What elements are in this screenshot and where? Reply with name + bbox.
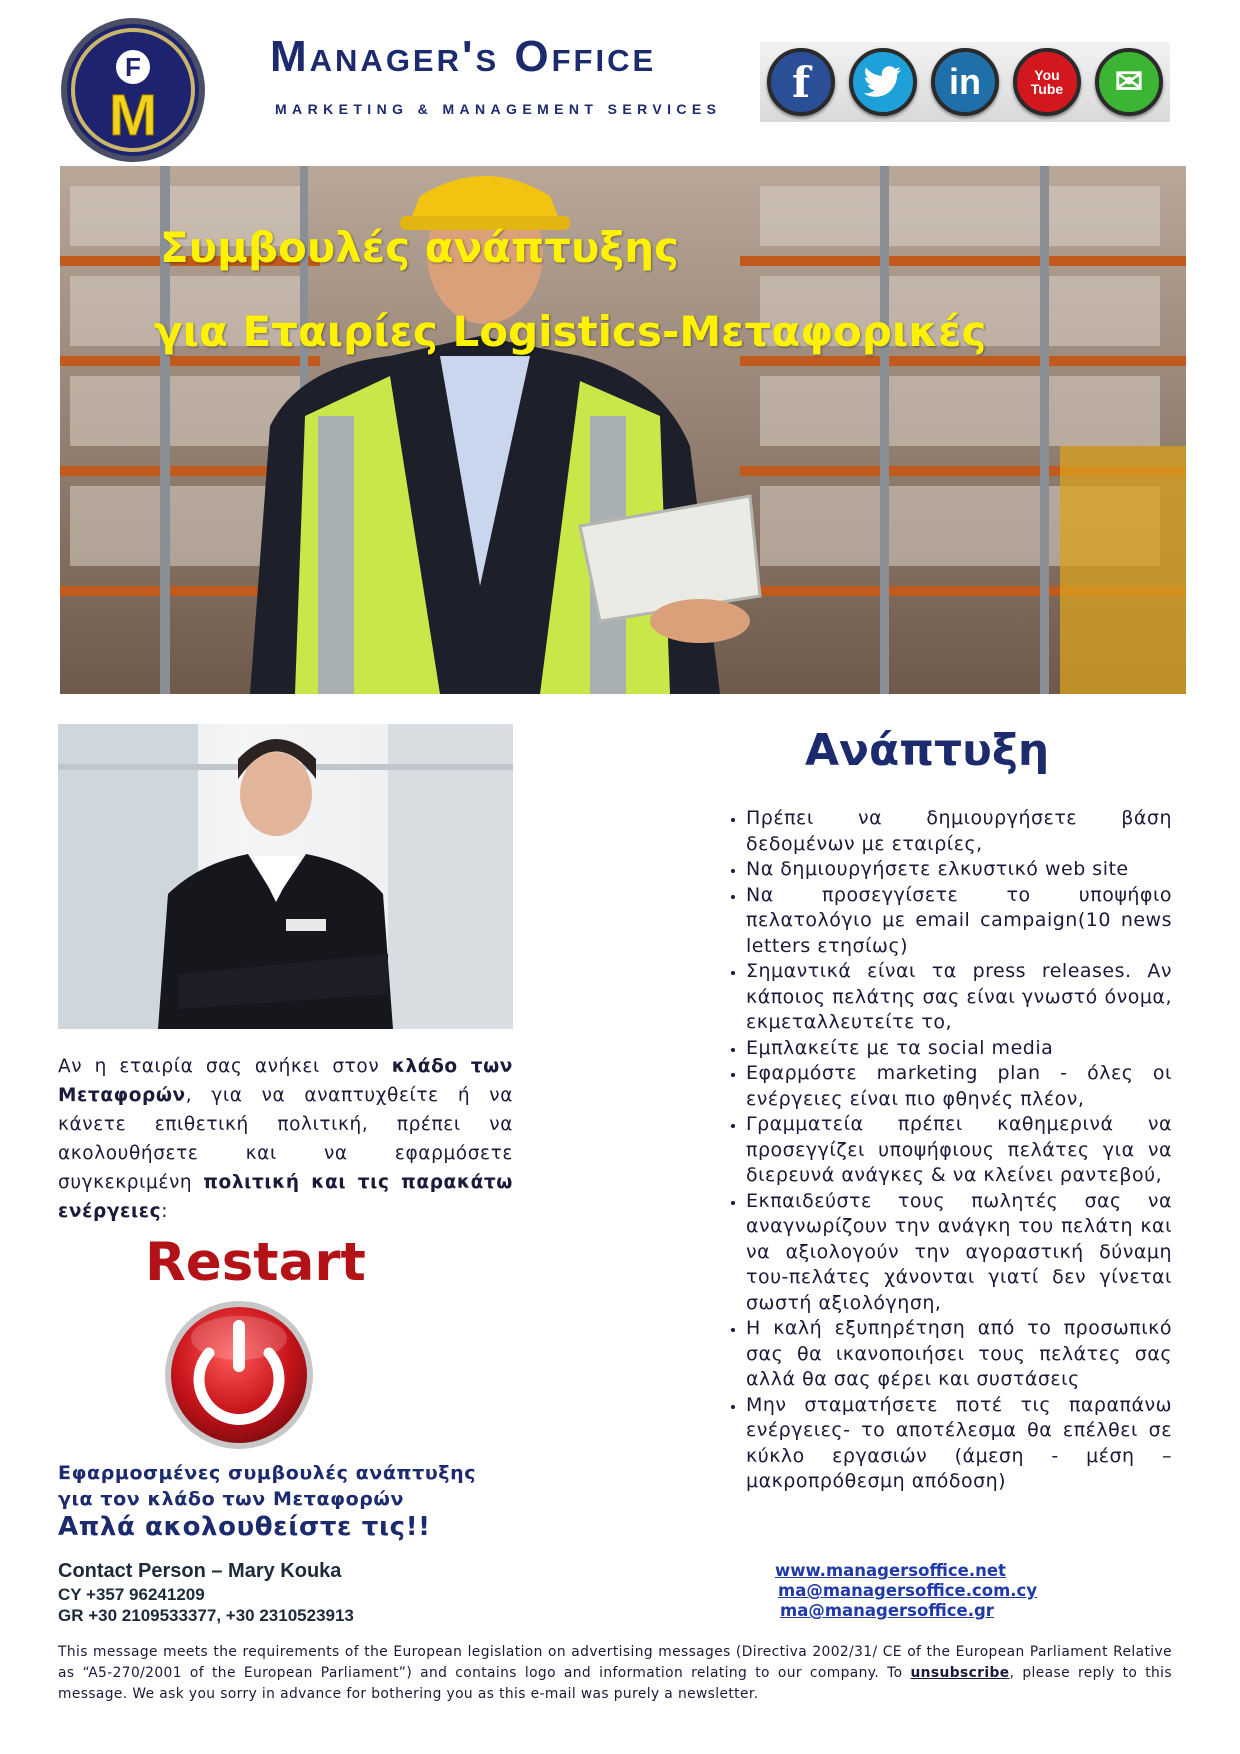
logo-letter-m: M — [108, 83, 158, 148]
list-item: • Πρέπει να δημιουργήσετε βάση δεδομένων με εταιρίες, — [746, 806, 1172, 857]
email-icon[interactable]: ✉ — [1095, 48, 1163, 116]
facebook-icon[interactable]: f — [767, 48, 835, 116]
hero-title-line1: Συμβουλές ανάπτυξης — [160, 223, 680, 272]
hero-title-line2: για Εταιρίες Logistics-Μεταφορικές — [154, 307, 987, 356]
intro-text-2: , για να αναπτυχθείτε ή να κάνετε επιθετική πολιτική, πρέπει να ακολουθήσετε και να εφαρμόσετε συγκεκριμένη — [58, 1085, 513, 1193]
intro-bold-1: κλάδο των Μεταφορών — [58, 1056, 513, 1106]
power-icon — [162, 1298, 317, 1453]
contact-phone-cy: CY +357 96241209 — [58, 1585, 205, 1604]
list-item: • Γραμματεία πρέπει καθημερινά να προσεγγίζει υποψήφιους πελάτες για να διερευνά ανάγκες & να κλείνει ραντεβού, — [746, 1112, 1172, 1189]
social-bar — [760, 42, 1170, 122]
email-gr-link[interactable]: ma@managersoffice.gr — [780, 1601, 994, 1620]
intro-text-3: : — [161, 1201, 169, 1222]
contact-block — [58, 1558, 578, 1626]
list-item: • Σημαντικά είναι τα press releases. Αν κάποιος πελάτης σας είναι γνωστό όνομα, εκμεταλλευτείτε το, — [746, 959, 1172, 1036]
twitter-icon[interactable] — [849, 48, 917, 116]
contact-phone-gr: GR +30 2109533377, +30 2310523913 — [58, 1606, 354, 1625]
hero-title — [154, 206, 1060, 374]
intro-text-1: Αν η εταιρία σας ανήκει στον — [58, 1056, 392, 1077]
youtube-icon[interactable]: You Tube — [1013, 48, 1081, 116]
brand-subtitle: MARKETING & MANAGEMENT SERVICES — [275, 101, 722, 117]
hero-banner — [60, 166, 1186, 694]
footer-text-2: , please reply to this message. We ask you sorry in advance for bothering you as this e-mail was purely a newsletter. — [58, 1665, 1172, 1702]
development-list — [700, 806, 1172, 1495]
footer-text-1: This message meets the requirements of the European legislation on advertising messages (Directiva 2002/31/ CE of the European Parliament Relative as “A5-270/2001 of the European Parliament”) and contains logo and information relating to our company. To — [58, 1644, 1172, 1681]
logo-letter-f: F — [125, 52, 141, 82]
tips-line2: για τον κλάδο των Μεταφορών — [58, 1488, 405, 1510]
list-item: • Μην σταματήσετε ποτέ τις παραπάνω ενέργειες- το αποτέλεσμα θα επέλθει σε κύκλο εργασιών (άμεση - μέση – μακροπρόθεσμη απόδοση) — [746, 1393, 1172, 1495]
tips-line3: Απλά ακολουθείστε τις!! — [58, 1512, 431, 1542]
email-cy-link[interactable]: ma@managersoffice.com.cy — [778, 1581, 1038, 1600]
list-item: • Εφαρμόστε marketing plan - όλες οι ενέργειες είναι πιο φθηνές πλέον, — [746, 1061, 1172, 1112]
linkedin-icon[interactable]: in — [931, 48, 999, 116]
list-item: • Εκπαιδεύστε τους πωλητές σας να αναγνωρίζουν την ανάγκη του πελάτη και να αξιολογούν την αγοραστική δύναμη του-πελάτες χάνονται γιατί δεν γίνεται σωστή αξιολόγηση, — [746, 1189, 1172, 1317]
businesswoman-photo — [58, 724, 513, 1029]
website-link[interactable]: www.managersoffice.net — [775, 1561, 1006, 1580]
legal-footer — [58, 1642, 1172, 1705]
list-item: • Να προσεγγίσετε το υποψήφιο πελατολόγιο με email campaign(10 news letters ετησίως) — [746, 883, 1172, 960]
contact-links — [775, 1561, 1155, 1621]
list-item: • Η καλή εξυπηρέτηση από το προσωπικό σας θα ικανοποιήσει τους πελάτες σας αλλά θα σας φέρει και συστάσεις — [746, 1316, 1172, 1393]
tips-line1: Εφαρμοσμένες συμβουλές ανάπτυξης — [58, 1462, 477, 1484]
brand-title: Manager's Office — [270, 32, 657, 81]
intro-bold-2: πολιτική και τις παρακάτω ενέργειες — [58, 1172, 513, 1222]
development-title: Ανάπτυξη — [805, 725, 1050, 776]
intro-paragraph — [58, 1052, 513, 1226]
contact-person: Contact Person – Mary Kouka — [58, 1560, 342, 1582]
company-logo — [58, 15, 208, 165]
restart-title: Restart — [145, 1232, 366, 1293]
list-item: • Να δημιουργήσετε ελκυστικό web site — [746, 857, 1172, 883]
unsubscribe-link[interactable]: unsubscribe — [910, 1665, 1010, 1681]
list-item: • Εμπλακείτε με τα social media — [746, 1036, 1172, 1062]
